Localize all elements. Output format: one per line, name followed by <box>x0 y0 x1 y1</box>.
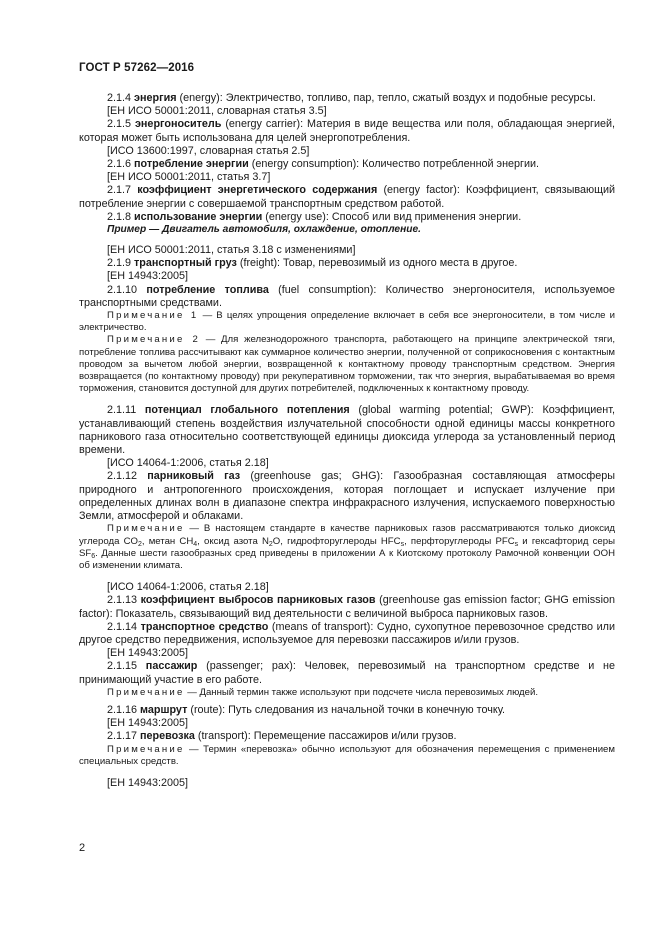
note-label: Примечание <box>107 686 185 698</box>
note-text: , метан CH <box>141 535 194 547</box>
entry-number: 2.1.6 <box>107 158 132 171</box>
entry-2-1-14 <box>79 621 615 647</box>
note-text: , перфторуглероды PFC <box>404 535 515 547</box>
entry-definition: (energy use): Способ или вид применения энергии. <box>262 210 522 223</box>
note-3 <box>79 523 615 572</box>
entry-2-1-13 <box>79 594 615 620</box>
note-text: — В целях упрощения определение включает в себя все энергоносители, в том числе и электричество. <box>79 310 616 334</box>
entry-definition: (energy): Электричество, топливо, пар, тепло, сжатый воздух и подобные ресурсы. <box>176 92 596 104</box>
note-text: — В настоящем стандарте в качестве парниковых газов рассматриваются только диоксид углерода CO <box>79 523 615 547</box>
entry-term: энергия <box>134 92 177 104</box>
entry-number: 2.1.13 <box>107 594 138 607</box>
source-2-1-11: [ИСО 14064-1:2006, статья 2.18] <box>107 457 269 470</box>
note-text: — Для железнодорожного транспорта, работающего на принципе электрической тяги, потребление топлива рассчитывают как суммарное количество энергии, полученной от соприкосновения с контактным проводом за вычетом любой энергии, возвращенной к контактному проводу транспортным средством. Энергия возвращается (по контактному проводу) при рекуперативном торможении, так что энергия, вырабатываемая во время торможения, становится доступной для других потребителей, подключенных к контактному проводу. <box>79 334 615 395</box>
entry-definition: (transport): Перемещение пассажиров и/или грузов. <box>194 730 457 743</box>
source-2-1-16: [ЕН 14943:2005] <box>107 717 189 730</box>
entry-number: 2.1.7 <box>107 184 132 197</box>
entry-term: транспортное средство <box>140 620 269 633</box>
entry-definition: (greenhouse gas emission factor; GHG emission factor): Показатель, связывающий вид деятельности с величиной выброса парниковых газов. <box>79 594 615 620</box>
entry-2-1-6 <box>79 158 615 171</box>
entry-number: 2.1.17 <box>107 730 138 743</box>
entry-number: 2.1.8 <box>107 210 132 223</box>
entry-term: транспортный груз <box>134 257 237 270</box>
entry-definition: (global warming potential; GWP): Коэффициент, устанавливающий степень воздействия излучательной способности одной единицы массы конкретного парникового газа относительно соответствующей единицы диоксида углерода за установленный период времени. <box>79 404 616 457</box>
entry-number: 2.1.15 <box>107 660 138 673</box>
subscript: 4 <box>193 540 198 548</box>
entry-definition: (energy factor): Коэффициент, связывающий потребление энергии с совершаемой транспортным средством работой. <box>79 184 616 210</box>
subscript: 2 <box>268 540 273 548</box>
note-text: — Термин «перевозка» обычно используют для обозначения перемещения с применением специальных средств. <box>79 743 615 767</box>
entry-2-1-10 <box>79 284 615 310</box>
entry-2-1-16 <box>79 704 615 717</box>
source-2-1-6: [ЕН ИСО 50001:2011, статья 3.7] <box>107 171 271 184</box>
entry-2-1-7 <box>79 184 615 210</box>
note-label: Примечание 1 <box>107 310 199 322</box>
subscript: s <box>514 540 519 548</box>
entry-number: 2.1.4 <box>107 92 132 104</box>
note-text: . Данные шести газообразных сред приведены в приложении А к Киотскому протоколу Рамочной конвенции ООН об изменении климата. <box>79 547 615 571</box>
note-2 <box>79 334 615 395</box>
entry-term: потребление топлива <box>146 283 269 296</box>
note-text: , оксид азота N <box>197 535 269 547</box>
page-header: ГОСТ Р 57262—2016 <box>79 62 195 74</box>
entry-definition: (passenger; pax): Человек, перевозимый на транспортном средстве и не принимающий участие в его работе. <box>79 660 616 686</box>
entry-number: 2.1.12 <box>107 470 138 483</box>
source-2-1-8: [ЕН ИСО 50001:2011, статья 3.18 с изменениями] <box>107 244 356 257</box>
entry-number: 2.1.9 <box>107 257 132 270</box>
entry-term: потребление энергии <box>134 158 249 171</box>
source-2-1-5: [ИСО 13600:1997, словарная статья 2.5] <box>107 144 310 157</box>
entry-definition: (energy carrier): Материя в виде вещества или поля, обладающая энергией, которая может быть использована для целей энергопотребления. <box>79 118 616 144</box>
entry-number: 2.1.10 <box>107 283 138 296</box>
note-label: Примечание 2 <box>107 334 200 346</box>
entry-number: 2.1.5 <box>107 118 132 131</box>
subscript: 2 <box>137 540 142 548</box>
entry-term: энергоноситель <box>134 118 222 131</box>
note-label: Примечание <box>107 743 185 755</box>
source-2-1-17: [ЕН 14943:2005] <box>107 776 189 789</box>
entry-term: коэффициент выбросов парниковых газов <box>140 594 376 607</box>
entry-2-1-9 <box>79 257 615 270</box>
document-body <box>79 92 615 790</box>
entry-term: потенциал глобального потепления <box>144 404 350 417</box>
page-number: 2 <box>79 842 86 854</box>
note-label: Примечание <box>107 523 185 535</box>
entry-number: 2.1.16 <box>107 703 138 716</box>
entry-2-1-15 <box>79 660 615 686</box>
source-2-1-4: [ЕН ИСО 50001:2011, словарная статья 3.5] <box>107 105 327 118</box>
entry-term: перевозка <box>140 730 195 743</box>
entry-2-1-4 <box>79 92 615 105</box>
note-text: — Данный термин также используют при подсчете числа перевозимых людей. <box>184 686 539 698</box>
subscript: 6 <box>91 552 96 560</box>
source-2-1-9: [ЕН 14943:2005] <box>107 270 189 283</box>
entry-definition: (fuel consumption): Количество энергоносителя, используемое транспортными средствами. <box>79 283 616 309</box>
entry-term: коэффициент энергетического содержания <box>137 184 378 197</box>
entry-number: 2.1.11 <box>107 404 137 417</box>
note-4 <box>79 687 615 699</box>
example-text: Пример — Двигатель автомобиля, охлаждение, отопление. <box>107 224 421 236</box>
subscript: s <box>400 540 405 548</box>
note-text: O, гидрофторуглероды HFC <box>272 535 401 547</box>
entry-definition: (means of transport): Судно, сухопутное перевозочное средство или другое средство передвижения, используемое для перевозки пассажиров и/или грузов. <box>79 620 616 646</box>
note-5 <box>79 744 615 768</box>
entry-2-1-8 <box>79 211 615 224</box>
entry-term: использование энергии <box>134 210 263 223</box>
entry-definition: (freight): Товар, перевозимый из одного места в другое. <box>236 257 518 270</box>
note-text: и гексафторид серы SF <box>79 535 615 559</box>
note-1 <box>79 310 615 334</box>
entry-term: парниковый газ <box>147 470 241 483</box>
entry-definition: (route): Путь следования из начальной точки в конечную точку. <box>187 703 506 716</box>
entry-definition: (energy consumption): Количество потребленной энергии. <box>248 158 540 171</box>
entry-2-1-17 <box>79 730 615 743</box>
entry-2-1-11 <box>79 404 615 457</box>
entry-definition: (greenhouse gas; GHG): Газообразная составляющая атмосферы природного и антропогенного происхождения, которая поглощает и испускает излучение при определенных длинах волн в диапазоне спектра инфракрасного излучения, испускаемого поверхностью Земли, атмосферой и облаками. <box>79 470 616 523</box>
source-2-1-12: [ИСО 14064-1:2006, статья 2.18] <box>107 581 269 594</box>
entry-number: 2.1.14 <box>107 620 138 633</box>
entry-term: маршрут <box>140 703 188 716</box>
source-2-1-14: [ЕН 14943:2005] <box>107 647 189 660</box>
entry-2-1-5 <box>79 118 615 144</box>
entry-term: пассажир <box>145 660 198 673</box>
entry-2-1-12 <box>79 470 615 523</box>
